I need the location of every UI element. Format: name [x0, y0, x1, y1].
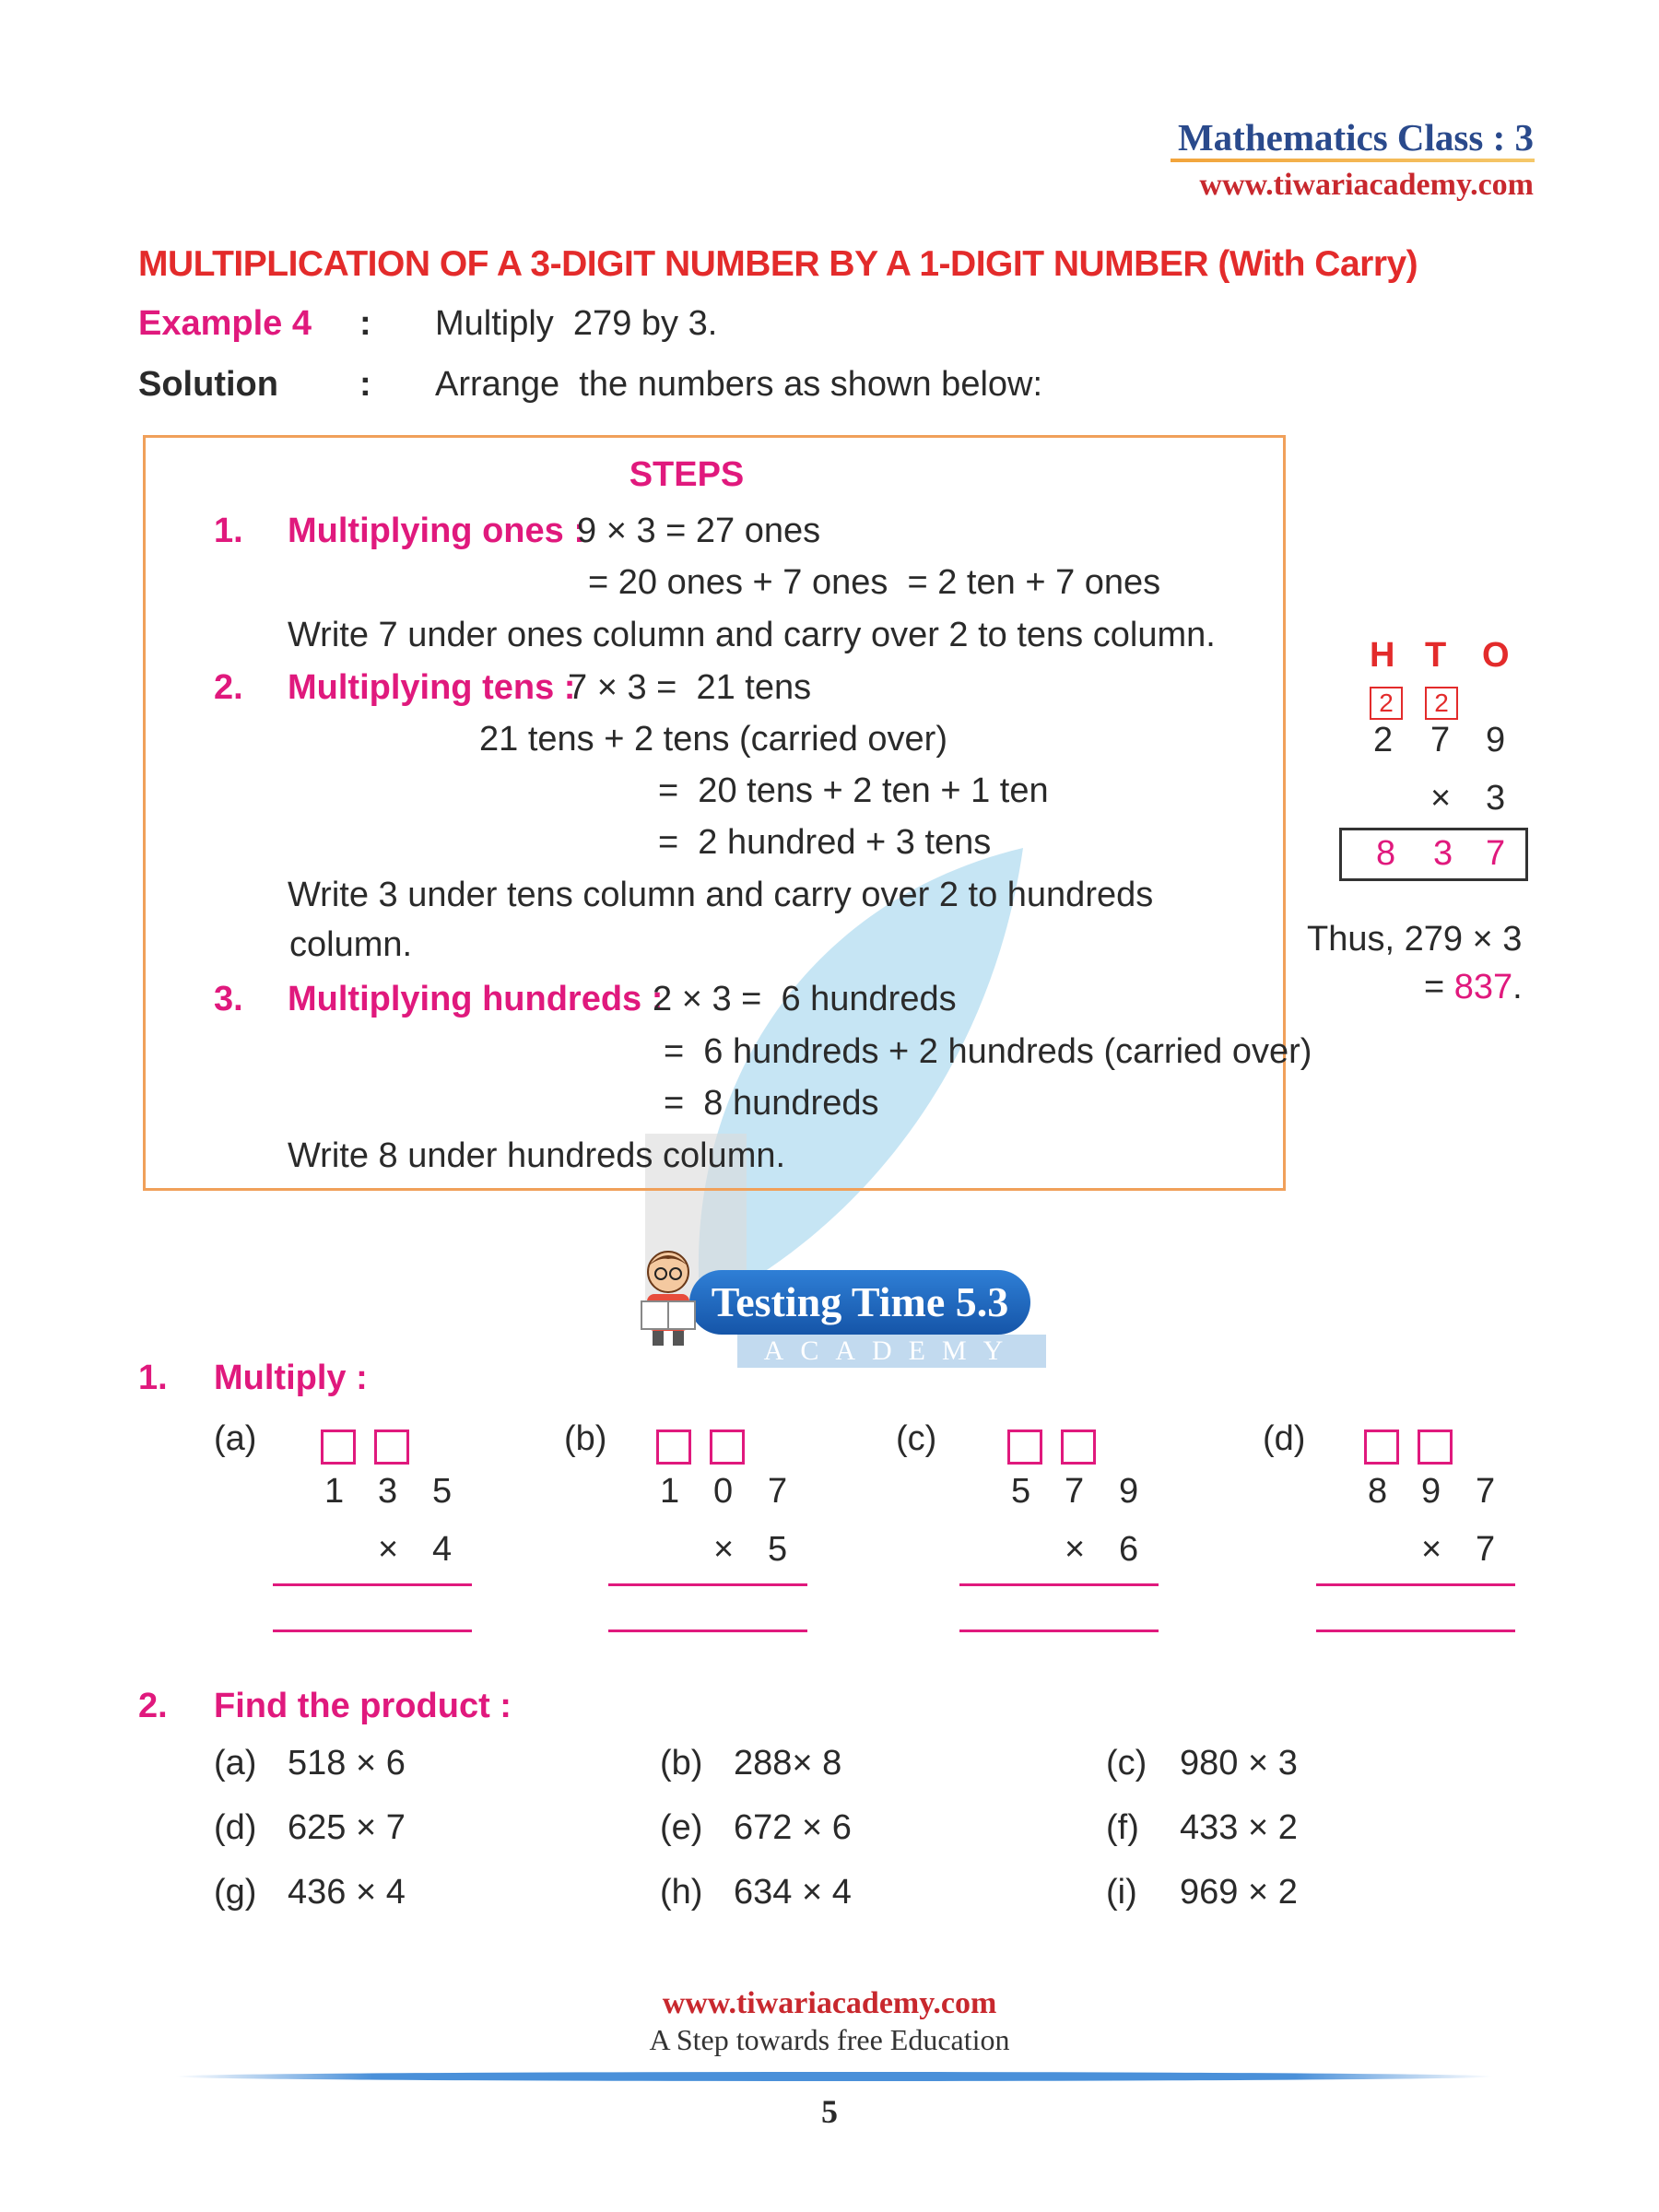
- thus-period: .: [1512, 968, 1523, 1006]
- q1-digit-tens: 7: [1065, 1472, 1085, 1511]
- q2-heading: Find the product :: [214, 1687, 512, 1725]
- carry-answer-box[interactable]: [1007, 1430, 1042, 1465]
- testing-time-banner: Testing Time 5.3: [689, 1270, 1030, 1335]
- step2-line4: = 2 hundred + 3 tens: [658, 823, 992, 862]
- q1-digit-ones: 9: [1119, 1472, 1139, 1511]
- q1-times-sign: ×: [1065, 1530, 1086, 1569]
- carry-answer-box[interactable]: [1061, 1430, 1096, 1465]
- q2-item-label: (d): [214, 1808, 257, 1847]
- example-label: Example 4: [138, 304, 312, 343]
- example-colon: :: [359, 304, 371, 343]
- section-title: MULTIPLICATION OF A 3-DIGIT NUMBER BY A 1-DIGIT NUMBER (With Carry): [138, 244, 1418, 284]
- header-underline: [1171, 159, 1535, 162]
- answer-line-top: [608, 1583, 807, 1586]
- solution-label: Solution: [138, 365, 278, 404]
- hto-h: H: [1370, 636, 1395, 675]
- step1-number: 1.: [214, 512, 243, 550]
- q1-digit-tens: 0: [713, 1472, 734, 1511]
- step3-expr: 2 × 3 = 6 hundreds: [653, 980, 957, 1018]
- hto-digit-t: 7: [1430, 721, 1451, 759]
- q2-item-expression: 625 × 7: [288, 1808, 406, 1847]
- q1-digit-tens: 9: [1421, 1472, 1441, 1511]
- step3-heading: Multiplying hundreds :: [288, 980, 664, 1018]
- q1-digit-tens: 3: [378, 1472, 398, 1511]
- q1-digit-ones: 5: [432, 1472, 453, 1511]
- q2-item-expression: 436 × 4: [288, 1873, 406, 1912]
- step1-line2: = 20 ones + 7 ones = 2 ten + 7 ones: [588, 563, 1161, 602]
- footer-url[interactable]: www.tiwariacademy.com: [662, 1986, 997, 2020]
- answer-line-top: [959, 1583, 1159, 1586]
- thus-equals: =: [1424, 968, 1454, 1006]
- step2-heading: Multiplying tens :: [288, 668, 576, 707]
- q1-digit-hundreds: 8: [1368, 1472, 1388, 1511]
- step3-number: 3.: [214, 980, 243, 1018]
- q1-multiplier: 5: [768, 1530, 788, 1569]
- q1-multiplier: 7: [1476, 1530, 1496, 1569]
- step2-expr: 7 × 3 = 21 tens: [568, 668, 812, 707]
- footer-divider: [175, 2072, 1493, 2081]
- q2-item-label: (a): [214, 1744, 257, 1783]
- q2-item-expression: 518 × 6: [288, 1744, 406, 1783]
- step1-expr: 9 × 3 = 27 ones: [577, 512, 821, 550]
- hto-t: T: [1425, 636, 1447, 675]
- result-t: 3: [1433, 834, 1453, 873]
- q2-item-label: (e): [660, 1808, 703, 1847]
- step2-line3: = 20 tens + 2 ten + 1 ten: [658, 771, 1049, 810]
- step3-line3: = 8 hundreds: [664, 1084, 879, 1123]
- q1-times-sign: ×: [378, 1530, 399, 1569]
- step2-note-1: Write 3 under tens column and carry over 2 to hundreds: [288, 876, 1154, 914]
- q1-digit-ones: 7: [1476, 1472, 1496, 1511]
- carry-answer-box[interactable]: [656, 1430, 691, 1465]
- q2-item-expression: 634 × 4: [734, 1873, 852, 1912]
- hto-digit-h: 2: [1373, 721, 1394, 759]
- step2-number: 2.: [214, 668, 243, 707]
- answer-line-bottom[interactable]: [608, 1630, 807, 1632]
- step1-note: Write 7 under ones column and carry over 2 to tens column.: [288, 616, 1216, 654]
- q1-heading: Multiply :: [214, 1359, 368, 1397]
- thus-text: Thus, 279 × 3: [1307, 920, 1523, 959]
- q1-multiplier: 6: [1119, 1530, 1139, 1569]
- q1-digit-hundreds: 1: [324, 1472, 345, 1511]
- q1-multiplier: 4: [432, 1530, 453, 1569]
- q2-item-label: (f): [1106, 1808, 1139, 1847]
- example-text: Multiply 279 by 3.: [435, 304, 718, 343]
- q1-number: 1.: [138, 1359, 168, 1397]
- q1-times-sign: ×: [713, 1530, 735, 1569]
- result-h: 8: [1376, 834, 1396, 873]
- q1-digit-hundreds: 1: [660, 1472, 680, 1511]
- carry-hundreds: 2: [1370, 687, 1403, 720]
- answer-line-bottom[interactable]: [273, 1630, 472, 1632]
- carry-answer-box[interactable]: [1364, 1430, 1399, 1465]
- thus-eq: [1424, 968, 1523, 1007]
- carry-answer-box[interactable]: [374, 1430, 409, 1465]
- page-number: 5: [821, 2093, 838, 2130]
- q2-item-label: (c): [1106, 1744, 1147, 1783]
- carry-answer-box[interactable]: [1418, 1430, 1453, 1465]
- q2-item-label: (g): [214, 1873, 257, 1912]
- solution-colon: :: [359, 365, 371, 404]
- q2-item-expression: 672 × 6: [734, 1808, 852, 1847]
- q1-times-sign: ×: [1421, 1530, 1442, 1569]
- answer-line-bottom[interactable]: [959, 1630, 1159, 1632]
- header-title: Mathematics Class : 3: [1177, 116, 1534, 159]
- carry-answer-box[interactable]: [321, 1430, 356, 1465]
- answer-line-bottom[interactable]: [1316, 1630, 1515, 1632]
- carry-answer-box[interactable]: [710, 1430, 745, 1465]
- hto-digit-o: 9: [1486, 721, 1506, 759]
- header-url[interactable]: www.tiwariacademy.com: [1199, 168, 1534, 202]
- q2-item-label: (b): [660, 1744, 703, 1783]
- answer-line-top: [1316, 1583, 1515, 1586]
- step1-heading: Multiplying ones :: [288, 512, 585, 550]
- step3-line2: = 6 hundreds + 2 hundreds (carried over): [664, 1032, 1312, 1071]
- q2-item-label: (h): [660, 1873, 703, 1912]
- q1-item-label: (b): [564, 1419, 607, 1458]
- step2-note-2: column.: [289, 925, 413, 964]
- q2-item-label: (i): [1106, 1873, 1137, 1912]
- q1-digit-ones: 7: [768, 1472, 788, 1511]
- mascot-reading-boy-icon: [636, 1246, 700, 1347]
- steps-title: STEPS: [629, 455, 745, 494]
- result-o: 7: [1486, 834, 1506, 873]
- q1-digit-hundreds: 5: [1011, 1472, 1031, 1511]
- hto-times: ×: [1430, 779, 1452, 818]
- q1-item-label: (a): [214, 1419, 257, 1458]
- footer-tagline: A Step towards free Education: [649, 2023, 1010, 2056]
- academy-watermark: ACADEMY: [737, 1335, 1046, 1368]
- q2-number: 2.: [138, 1687, 168, 1725]
- q2-item-expression: 969 × 2: [1180, 1873, 1298, 1912]
- carry-tens: 2: [1425, 687, 1458, 720]
- q2-item-expression: 288× 8: [734, 1744, 842, 1783]
- hto-multiplier: 3: [1486, 779, 1506, 818]
- answer-line-top: [273, 1583, 472, 1586]
- hto-o: O: [1482, 636, 1510, 675]
- q2-item-expression: 433 × 2: [1180, 1808, 1298, 1847]
- solution-text: Arrange the numbers as shown below:: [435, 365, 1043, 404]
- q1-item-label: (d): [1263, 1419, 1306, 1458]
- thus-answer: 837: [1453, 968, 1513, 1006]
- q1-item-label: (c): [896, 1419, 937, 1458]
- step2-line2: 21 tens + 2 tens (carried over): [479, 720, 947, 759]
- step3-note: Write 8 under hundreds column.: [288, 1136, 786, 1175]
- q2-item-expression: 980 × 3: [1180, 1744, 1298, 1783]
